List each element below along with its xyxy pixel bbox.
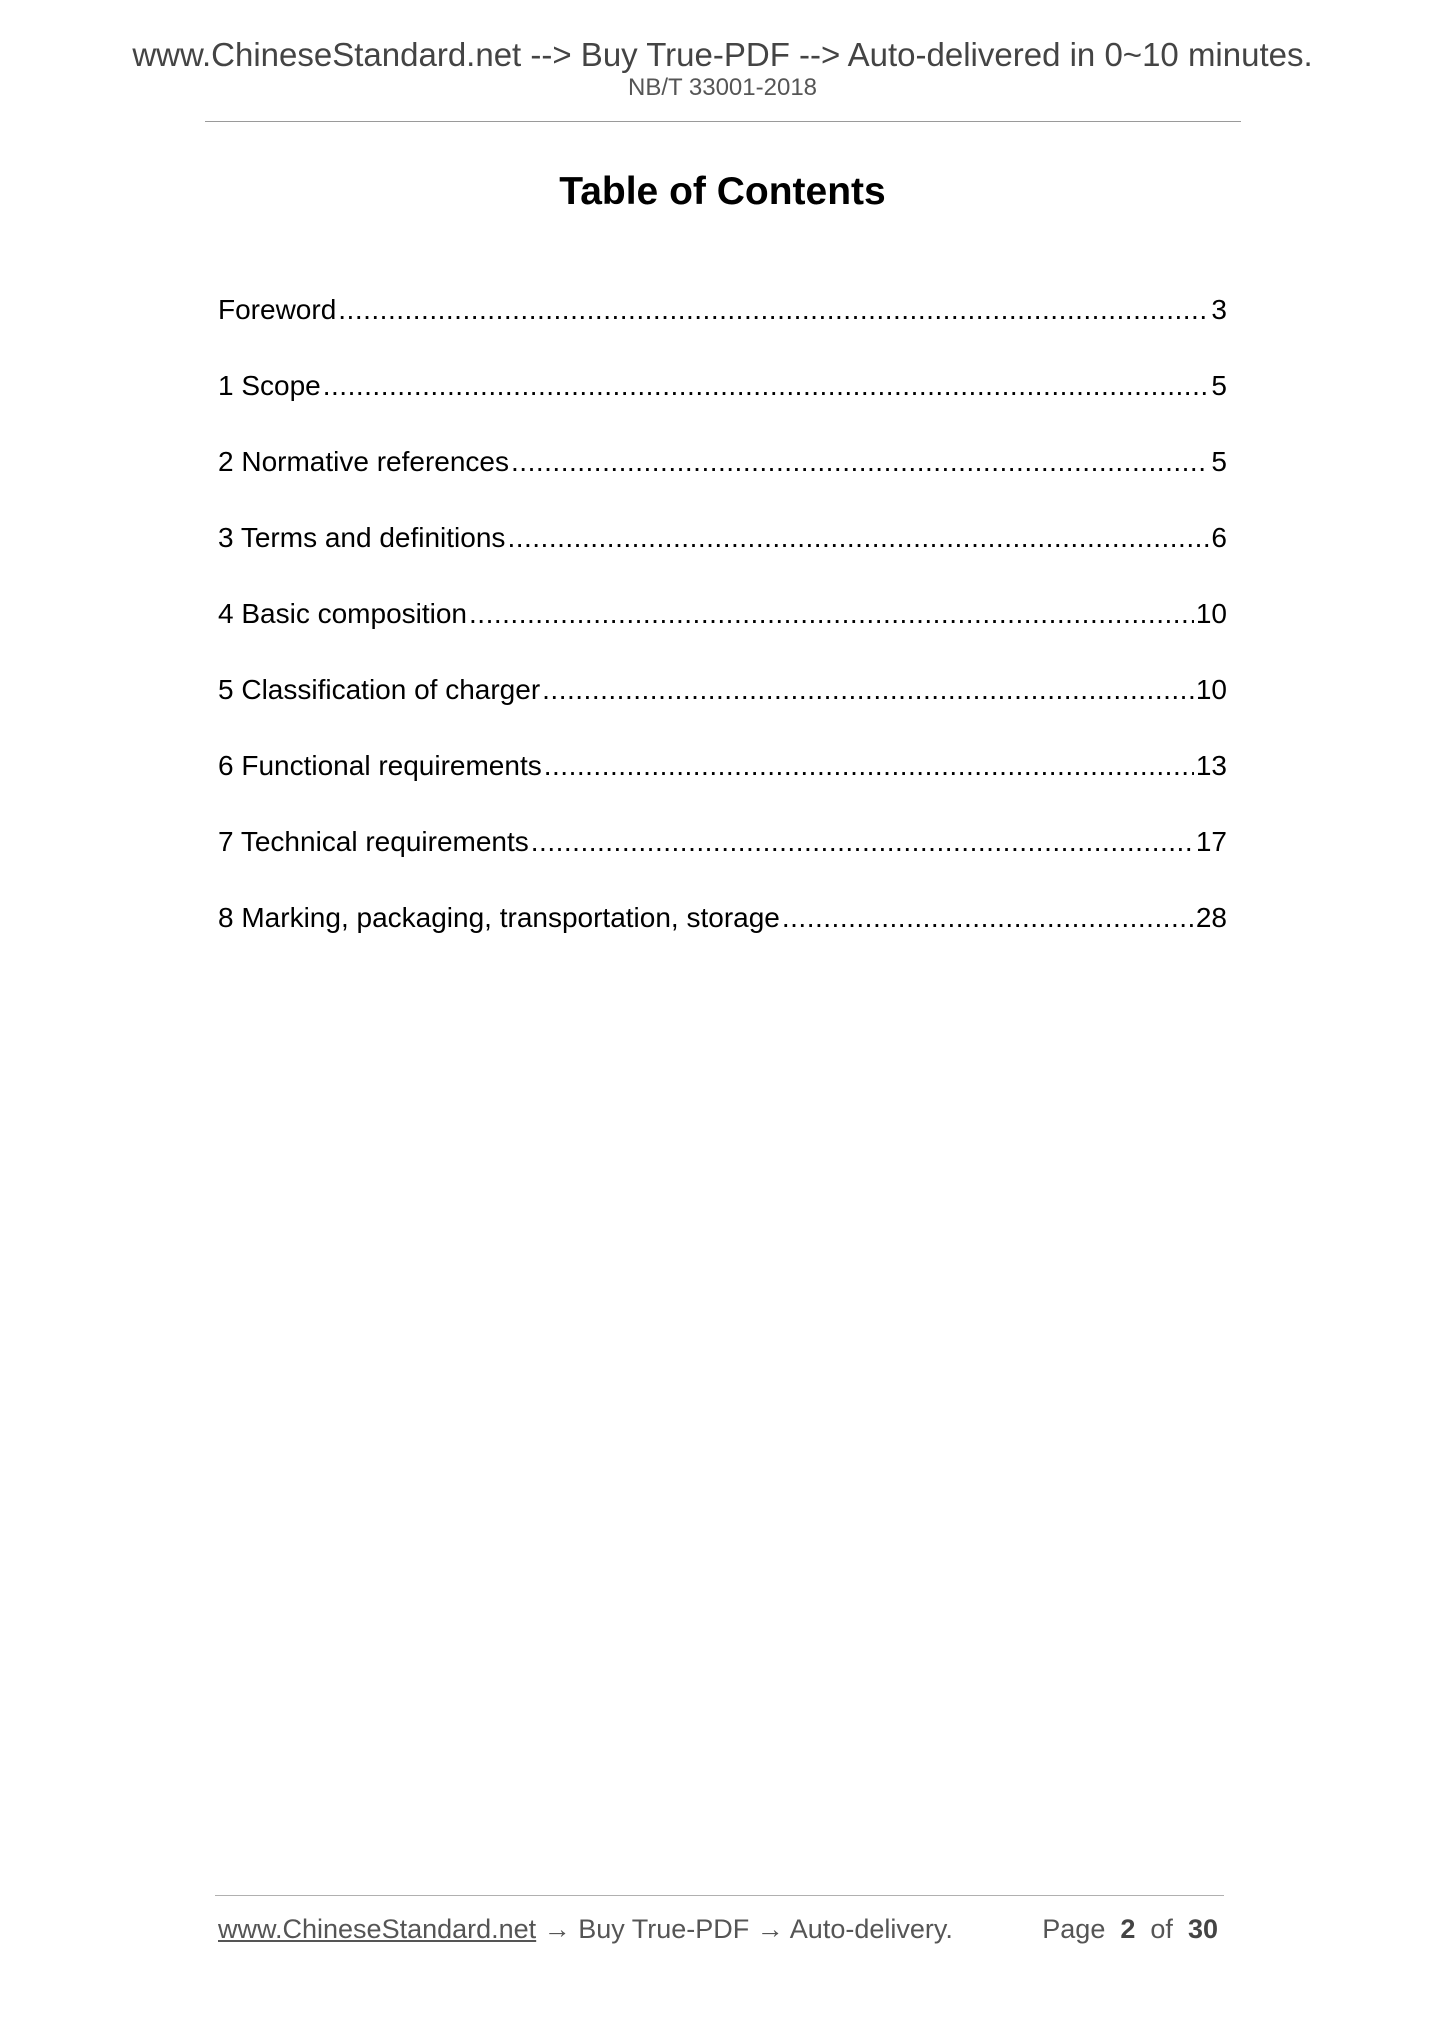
toc-entry[interactable]: [218, 521, 1227, 597]
toc-entry-page: 10: [1195, 674, 1227, 705]
toc-entry-page: 17: [1195, 826, 1227, 857]
toc-entry-page: 28: [1195, 902, 1227, 933]
toc-dot-leader: [507, 521, 1209, 555]
toc-dot-leader: [544, 749, 1194, 783]
footer-divider: [215, 1895, 1224, 1896]
toc-entry-label: 5 Classification of charger: [218, 674, 541, 705]
footer-buy-text: Buy True-PDF: [578, 1914, 750, 1944]
toc-entry-page: 3: [1211, 294, 1227, 325]
arrow-right-icon: →: [543, 1914, 571, 1944]
of-word: of: [1150, 1914, 1173, 1944]
toc-dot-leader: [323, 369, 1210, 403]
toc-entry-page: 6: [1211, 522, 1227, 553]
toc-entry-page: 10: [1195, 598, 1227, 629]
toc-entry[interactable]: [218, 901, 1227, 977]
header-divider: [205, 121, 1241, 122]
footer-promo: [218, 1916, 953, 1943]
toc-entry-label: 7 Technical requirements: [218, 826, 529, 857]
document-number: NB/T 33001-2018: [627, 74, 818, 101]
footer-delivery-text: Auto-delivery.: [789, 1914, 953, 1944]
page-counter: [1042, 1916, 1218, 1943]
toc-entry[interactable]: [218, 825, 1227, 901]
toc-entry-label: Foreword: [218, 294, 337, 325]
toc-entry[interactable]: [218, 673, 1227, 749]
toc-dot-leader: [469, 597, 1194, 631]
toc-entry[interactable]: [218, 293, 1227, 369]
toc-entry[interactable]: [218, 749, 1227, 825]
toc-entry[interactable]: [218, 445, 1227, 521]
table-of-contents: [218, 293, 1227, 977]
toc-dot-leader: [511, 445, 1209, 479]
toc-entry-label: 6 Functional requirements: [218, 750, 542, 781]
toc-entry-page: 5: [1211, 446, 1227, 477]
toc-dot-leader: [782, 901, 1194, 935]
page-title: Table of Contents: [559, 170, 886, 213]
toc-dot-leader: [531, 825, 1194, 859]
toc-entry[interactable]: [218, 369, 1227, 445]
header-banner: www.ChineseStandard.net --> Buy True-PDF --> Auto-delivered in 0~10 minutes.: [132, 36, 1313, 73]
toc-entry[interactable]: [218, 597, 1227, 673]
arrow-right-icon: →: [756, 1914, 784, 1944]
toc-entry-label: 8 Marking, packaging, transportation, storage: [218, 902, 780, 933]
current-page-number: 2: [1120, 1914, 1136, 1944]
toc-entry-page: 13: [1195, 750, 1227, 781]
footer-site-link[interactable]: www.ChineseStandard.net: [218, 1914, 537, 1944]
toc-dot-leader: [338, 293, 1209, 327]
toc-entry-label: 1 Scope: [218, 370, 321, 401]
toc-entry-label: 3 Terms and definitions: [218, 522, 506, 553]
toc-entry-page: 5: [1211, 370, 1227, 401]
page-word: Page: [1042, 1914, 1106, 1944]
toc-dot-leader: [542, 673, 1194, 707]
toc-entry-label: 2 Normative references: [218, 446, 510, 477]
total-page-count: 30: [1187, 1914, 1218, 1944]
toc-entry-label: 4 Basic composition: [218, 598, 468, 629]
